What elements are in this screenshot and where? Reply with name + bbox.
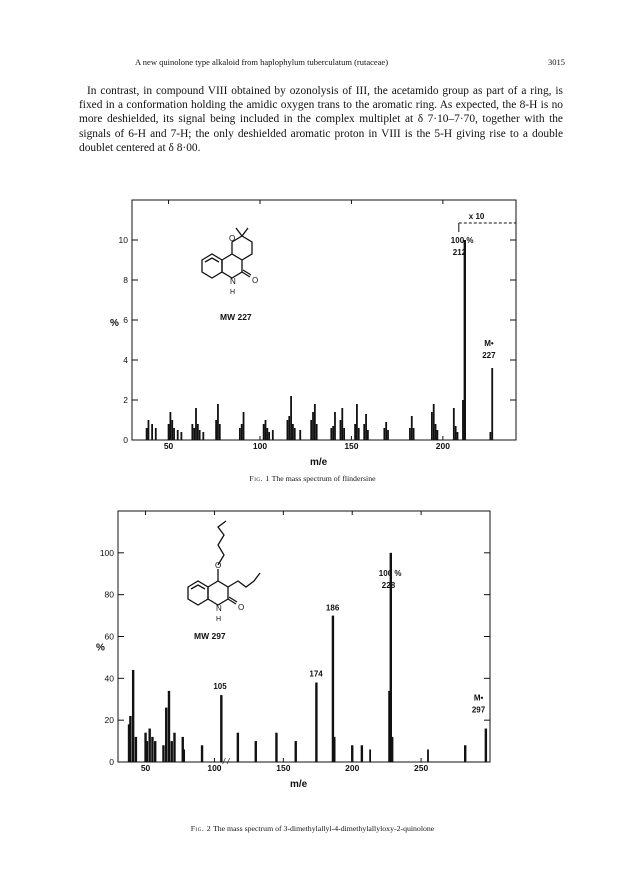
spectrum-bar xyxy=(333,737,335,762)
benzene-double-bond xyxy=(191,585,205,589)
spectrum-bar xyxy=(387,430,389,440)
spectrum-bar xyxy=(146,741,148,762)
spectrum-bar xyxy=(391,737,393,762)
y-tick-label: 10 xyxy=(118,235,128,245)
spectrum-bar xyxy=(365,414,367,440)
figure-2-chart xyxy=(60,505,530,805)
peak-174-label: 174 xyxy=(309,669,323,679)
spectrum-bar xyxy=(367,430,369,440)
spectrum-bar xyxy=(383,428,385,440)
structure-h-label: H xyxy=(230,289,236,296)
spectrum-bar xyxy=(287,420,289,440)
structure-drawing xyxy=(202,228,252,278)
prenyloxy-chain xyxy=(218,521,226,565)
spectrum-bar xyxy=(168,424,170,440)
spectrum-bar xyxy=(363,424,365,440)
spectrum-bar xyxy=(241,424,243,440)
spectrum-bar xyxy=(431,412,433,440)
spectrum-bar xyxy=(243,412,245,440)
spectrum-bar xyxy=(170,412,172,440)
figure-2-caption-text: The mass spectrum of 3-dimethylallyl-4-dimethylallyloxy-2-quinolone xyxy=(212,824,435,833)
running-header xyxy=(95,57,565,71)
spectrum-bar xyxy=(201,745,203,762)
spectrum-bar xyxy=(237,733,239,762)
structure-ring-o-label: O xyxy=(229,234,236,243)
spectrum-bar xyxy=(457,432,459,440)
molecular-ion-mass-label: 297 xyxy=(471,705,486,715)
spectrum-bar xyxy=(173,428,175,440)
x-axis-label: m/e xyxy=(290,779,308,790)
base-peak-mass-label: 212 xyxy=(452,248,467,257)
scale-note-label: x 10 xyxy=(468,212,485,221)
molecular-ion-label: M• xyxy=(473,693,484,703)
molecular-weight-label: MW 297 xyxy=(194,631,226,641)
spectrum-bar xyxy=(171,420,173,440)
molecular-ion-label: M• xyxy=(484,339,494,348)
spectrum-bar xyxy=(168,691,170,762)
figure-2-caption-label: Fig. 2 xyxy=(190,824,212,833)
spectrum-bar xyxy=(341,408,343,440)
spectrum-bar xyxy=(151,424,153,440)
spectrum-bar xyxy=(361,745,363,762)
spectrum-bar xyxy=(464,240,466,440)
y-tick-label: 40 xyxy=(104,673,114,684)
spectrum-bar xyxy=(255,741,257,762)
spectrum-bar xyxy=(154,741,156,762)
structure-ring-o-label: O xyxy=(215,561,222,570)
spectrum-bar xyxy=(165,708,167,762)
y-tick-label: 60 xyxy=(104,631,114,642)
carbonyl-bond-2 xyxy=(243,270,251,275)
spectrum-bar xyxy=(315,683,317,762)
spectrum-bar xyxy=(148,420,150,440)
spectrum-bar xyxy=(490,432,492,440)
spectrum-bar xyxy=(351,745,353,762)
methyl-bond-2 xyxy=(242,228,248,236)
structure-n-label: N xyxy=(216,604,222,613)
spectrum-bar xyxy=(275,733,277,762)
spectrum-bar xyxy=(197,424,199,440)
y-tick-label: 0 xyxy=(123,435,128,445)
molecular-ion-mass-label: 227 xyxy=(482,351,496,360)
spectrum-bar xyxy=(358,428,360,440)
spectrum-bar xyxy=(217,404,219,440)
figure-2-caption xyxy=(0,824,625,833)
spectrum-bar xyxy=(265,420,267,440)
plot-frame xyxy=(118,511,490,762)
spectrum-bar xyxy=(202,432,204,440)
figure-1-chart xyxy=(60,192,530,482)
y-axis-label: % xyxy=(110,318,119,329)
x-tick-label: 250 xyxy=(414,763,429,773)
figure-1-caption xyxy=(0,474,625,483)
spectrum-bar xyxy=(183,749,185,762)
spectrum-bar xyxy=(263,424,265,440)
paragraph-text: In contrast, in compound VIII obtained by ozonolysis of III, the acetamido group as part of a ring, is fixed in a conformation holding the amidic oxygen trans to the aromatic ring. As expected, the 8-H is no more deshielded, its signal being included in the complex multiplet at δ 7·10–7·70, together with the signals of 6-H and 7-H; the only deshielded aromatic proton in VIII is the 5-H giving rise to a double doublet centered at δ 8·00. xyxy=(79,85,563,154)
spectrum-bar xyxy=(151,737,153,762)
spectrum-bar xyxy=(464,745,466,762)
spectrum-bar xyxy=(332,426,334,440)
body-paragraph xyxy=(79,84,563,155)
spectrum-bar xyxy=(193,428,195,440)
prenyl-chain xyxy=(228,573,260,587)
x-tick-label: 150 xyxy=(344,441,359,451)
spectrum-bar xyxy=(220,695,222,762)
benzene-double-bond xyxy=(205,258,219,262)
running-title: A new quinolone type alkaloid from haplophylum tuberculatum (rutaceae) xyxy=(135,57,389,67)
spectrum-bar xyxy=(340,420,342,440)
y-axis-label: % xyxy=(96,642,105,654)
spectrum-bar xyxy=(171,741,173,762)
spectrum-bar xyxy=(177,430,179,440)
spectrum-bar xyxy=(288,416,290,440)
spectrum-bar xyxy=(413,428,415,440)
spectrum-bar xyxy=(295,741,297,762)
spectrum-bar xyxy=(199,430,201,440)
x-tick-label: 200 xyxy=(435,441,450,451)
y-tick-label: 80 xyxy=(104,589,114,600)
spectrum-bar xyxy=(195,408,197,440)
spectrum-bar xyxy=(191,424,193,440)
spectrum-bar xyxy=(266,428,268,440)
spectrum-bar xyxy=(312,412,314,440)
structure-n-label: N xyxy=(230,277,236,286)
y-tick-label: 0 xyxy=(109,757,114,767)
spectrum-bar xyxy=(354,424,356,440)
structure-carbonyl-o-label: O xyxy=(252,276,259,285)
spectrum-bar xyxy=(433,404,435,440)
spectrum-bar xyxy=(173,733,175,762)
spectrum-bar xyxy=(330,428,332,440)
y-tick-label: 8 xyxy=(123,275,128,285)
spectrum-bar xyxy=(148,729,150,762)
x-tick-label: 150 xyxy=(276,763,291,773)
figure-1-caption-text: The mass spectrum of flindersine xyxy=(271,474,376,483)
base-peak-percent-label: 100 % xyxy=(378,569,402,578)
spectrum-bar xyxy=(132,670,134,762)
spectrum-bar xyxy=(299,430,301,440)
page-number: 3015 xyxy=(548,57,565,67)
spectrum-bar xyxy=(292,424,294,440)
carbonyl-bond xyxy=(228,599,236,604)
spectrum-bar xyxy=(385,422,387,440)
spectrum-bar xyxy=(135,737,137,762)
x-tick-label: 100 xyxy=(207,763,222,773)
spectrum-bar xyxy=(411,416,413,440)
spectrum-bar xyxy=(155,428,157,440)
spectrum-bar xyxy=(180,432,182,440)
spectrum-bar xyxy=(334,412,336,440)
spectrum-bar xyxy=(310,420,312,440)
spectrum-bar xyxy=(272,430,274,440)
x-axis-label: m/e xyxy=(310,457,328,468)
spectrum-bar xyxy=(436,430,438,440)
spectrum-bar xyxy=(215,420,217,440)
figure-1-caption-label: Fig. 1 xyxy=(249,474,270,483)
spectrum-bar xyxy=(435,424,437,440)
peak-186-label: 186 xyxy=(325,603,340,613)
x-tick-label: 50 xyxy=(163,441,174,451)
pyridone-ring xyxy=(208,581,228,605)
x-tick-label: 200 xyxy=(345,763,360,773)
spectrum-bar xyxy=(294,428,296,440)
spectrum-bar xyxy=(491,368,493,440)
y-tick-label: 100 xyxy=(99,547,114,558)
spectrum-bar xyxy=(290,396,292,440)
x-tick-label: 100 xyxy=(252,441,268,451)
base-peak-percent-label: 100 % xyxy=(450,236,474,245)
spectrum-bar xyxy=(146,428,148,440)
spectrum-bar xyxy=(369,749,371,762)
spectrum-bar xyxy=(343,428,345,440)
spectrum-bar xyxy=(453,408,455,440)
structure-h-label: H xyxy=(216,616,222,623)
pyridone-ring xyxy=(222,254,242,278)
carbonyl-bond xyxy=(242,272,250,277)
peak-105-label: 105 xyxy=(213,682,227,692)
x-tick-label: 50 xyxy=(140,763,151,773)
figure-1 xyxy=(60,192,530,482)
spectrum-bar xyxy=(485,729,487,762)
y-tick-label: 2 xyxy=(123,395,128,405)
methyl-bond-1 xyxy=(236,228,242,236)
base-peak-mass-label: 228 xyxy=(381,581,396,590)
spectrum-bar xyxy=(356,404,358,440)
spectrum-bar xyxy=(314,404,316,440)
spectrum-bar xyxy=(129,716,131,762)
structure-drawing xyxy=(188,521,260,605)
spectrum-bar xyxy=(409,428,411,440)
carbonyl-bond-2 xyxy=(229,597,237,602)
spectrum-bar xyxy=(239,428,241,440)
y-tick-label: 4 xyxy=(123,355,128,365)
spectrum-bar xyxy=(219,424,221,440)
spectrum-bar xyxy=(268,432,270,440)
spectrum-bar xyxy=(316,424,318,440)
molecular-weight-label: MW 227 xyxy=(220,312,252,322)
y-tick-label: 6 xyxy=(123,315,128,325)
y-tick-label: 20 xyxy=(104,715,114,726)
spectrum-bar xyxy=(427,749,429,762)
x-axis-break: / / xyxy=(222,757,230,766)
structure-carbonyl-o-label: O xyxy=(238,603,245,612)
spectrum-bar xyxy=(162,745,164,762)
spectrum-bar xyxy=(455,426,457,440)
figure-2 xyxy=(60,505,530,805)
